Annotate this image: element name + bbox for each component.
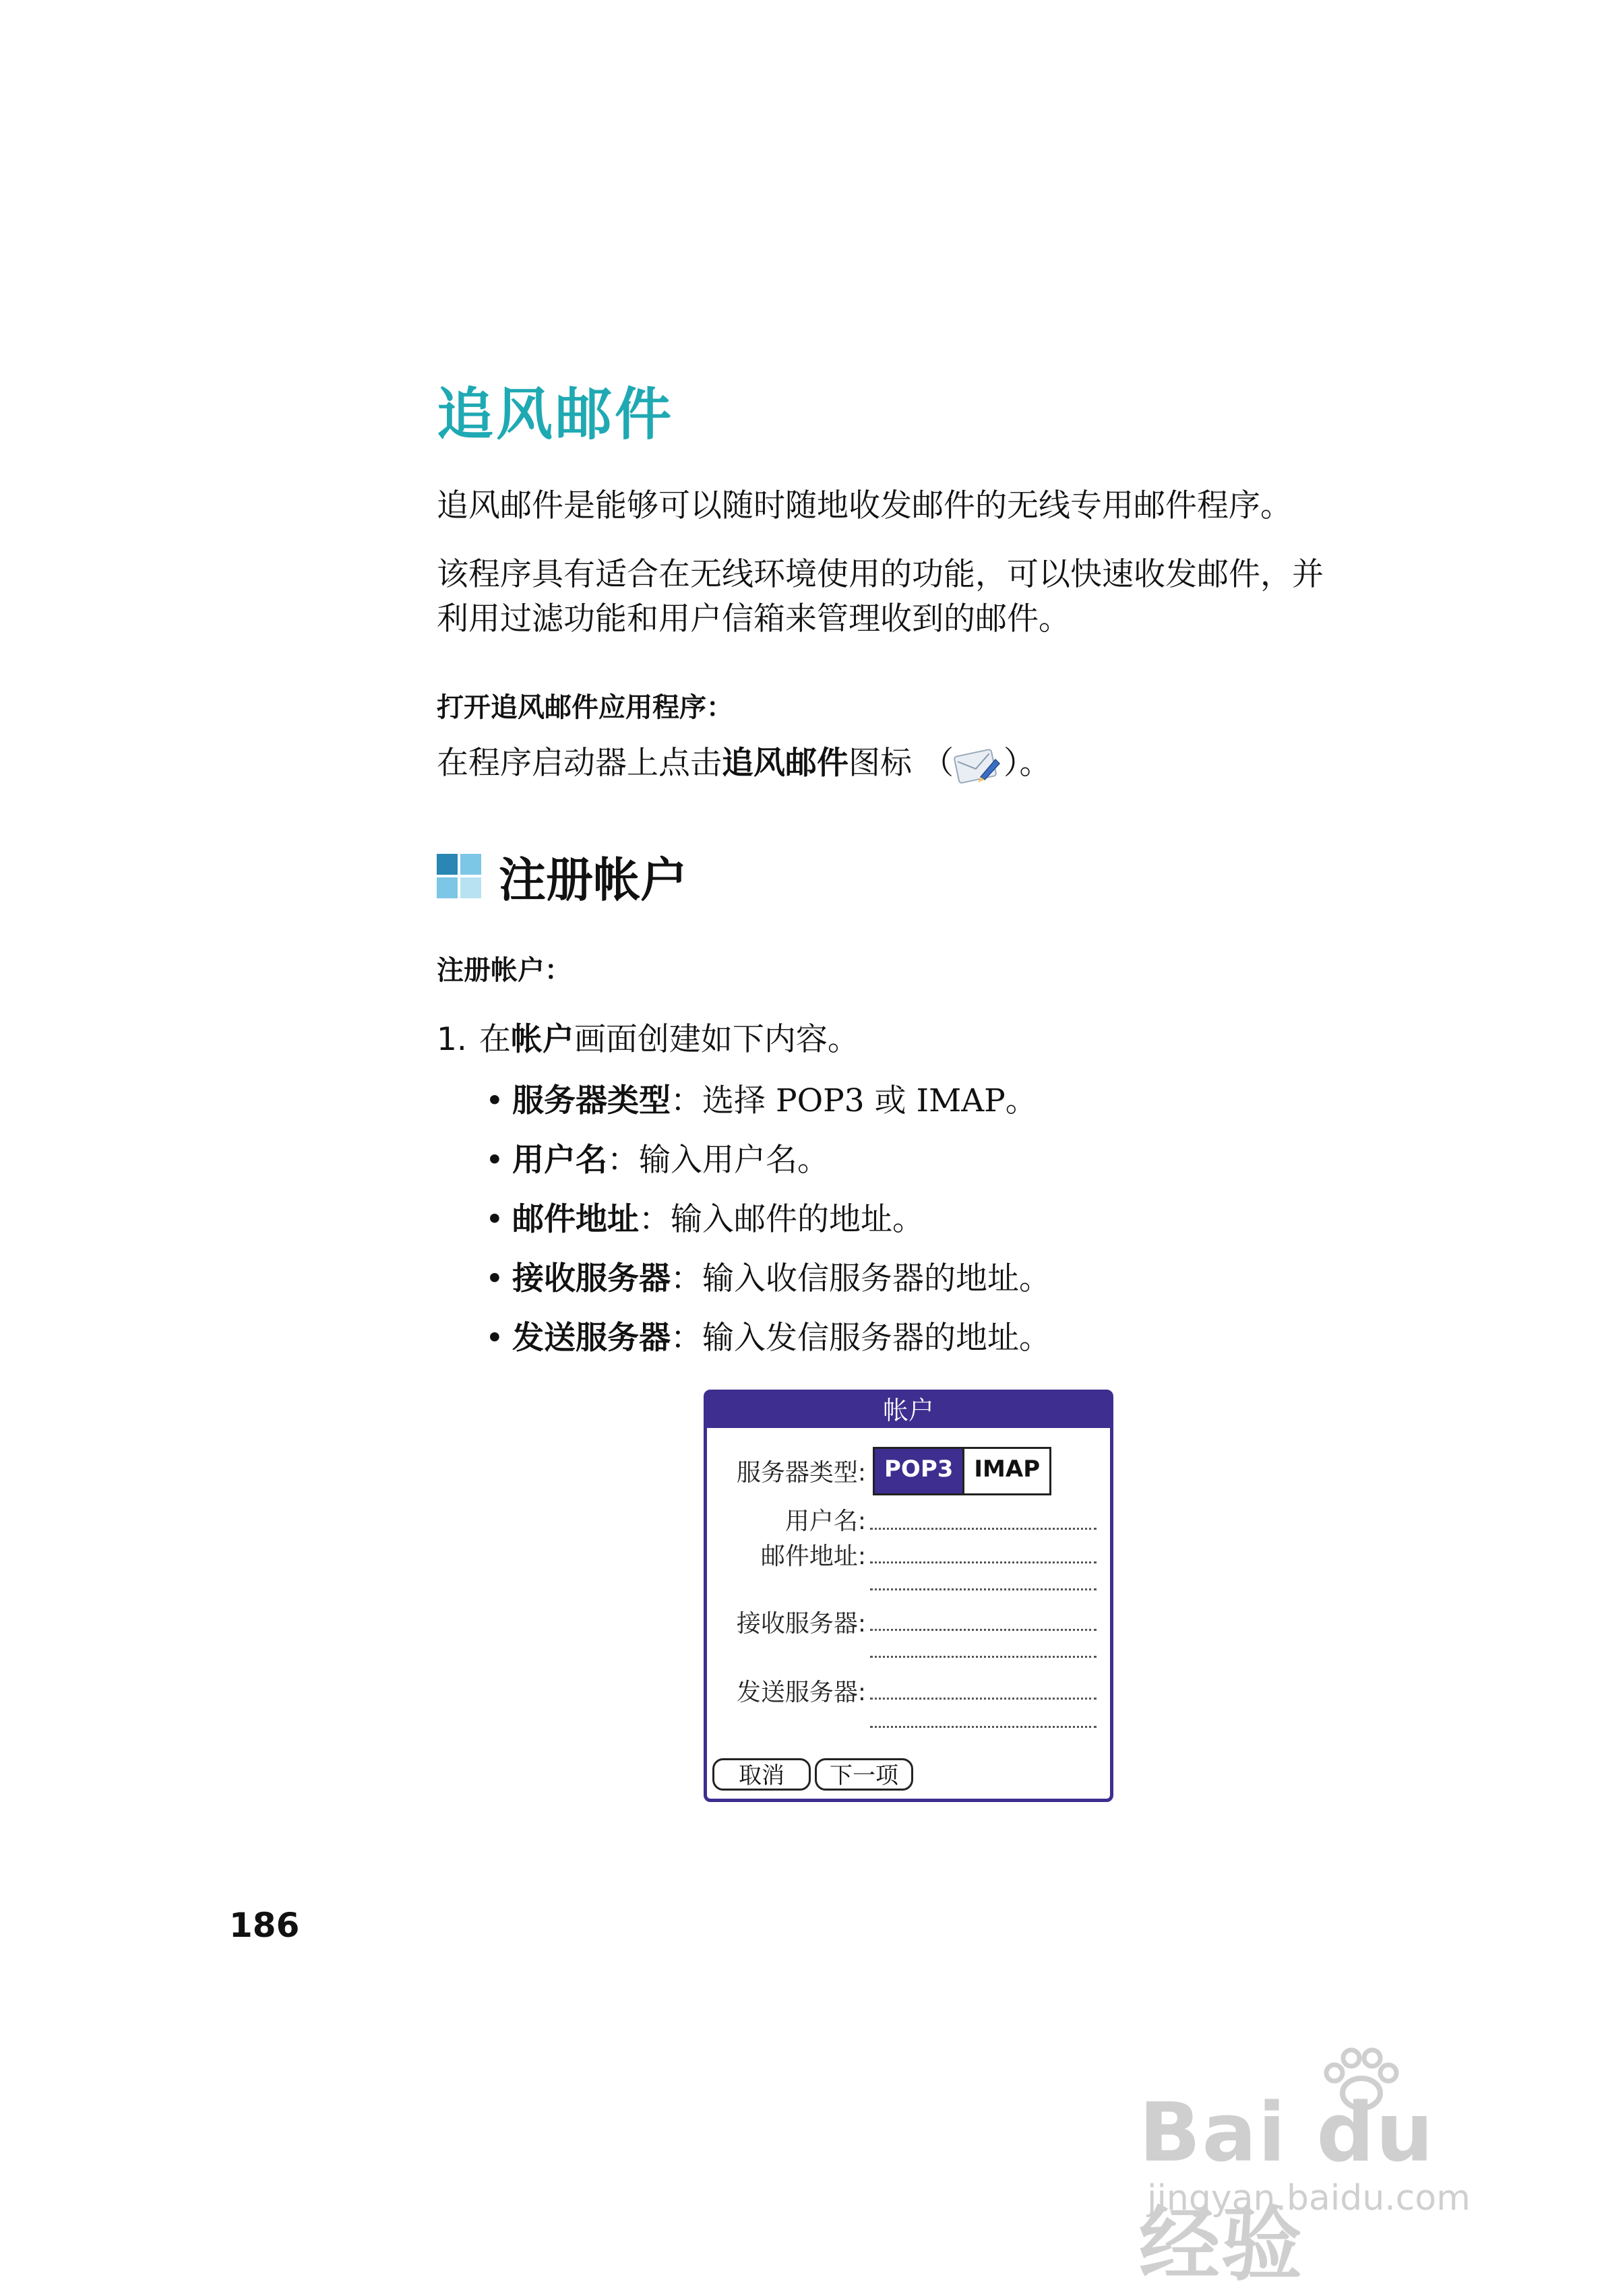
bullet-server-type: • 服务器类型：选择 POP3 或 IMAP。: [485, 1082, 1037, 1119]
bullet-label: 邮件地址: [512, 1201, 639, 1238]
bullet-label: 接收服务器: [512, 1260, 671, 1297]
bullet-text: ：输入用户名。: [607, 1142, 829, 1179]
username-input[interactable]: [870, 1528, 1097, 1530]
step-1-bold: 帐户: [510, 1021, 574, 1058]
bullet-username: • 用户名：输入用户名。: [485, 1142, 829, 1179]
outgoing-server-label: 发送服务器:: [736, 1679, 866, 1706]
intro-paragraph-2-line-1: 该程序具有适合在无线环境使用的功能，可以快速收发邮件，并: [437, 556, 1324, 593]
incoming-server-label: 接收服务器:: [736, 1610, 866, 1638]
bullet-outgoing-server: • 发送服务器：输入发信服务器的地址。: [485, 1320, 1051, 1357]
bullet-incoming-server: • 接收服务器：输入收信服务器的地址。: [485, 1260, 1051, 1297]
outgoing-server-input-line-1[interactable]: [870, 1698, 1097, 1700]
email-input-line-2[interactable]: [870, 1588, 1097, 1590]
mail-app-icon: [954, 746, 1004, 785]
cancel-button[interactable]: 取消: [712, 1758, 811, 1791]
account-screen: [704, 1390, 1113, 1802]
section-subheading: 注册帐户：: [437, 955, 572, 986]
next-button[interactable]: 下一项: [815, 1758, 913, 1791]
server-type-label: 服务器类型:: [736, 1459, 866, 1487]
bullet-label: 服务器类型: [512, 1082, 671, 1119]
bullet-label: 用户名: [512, 1142, 607, 1179]
page-title: 追风邮件: [437, 381, 675, 447]
open-app-text-after: 图标 （: [849, 745, 954, 782]
bullet-text: ：输入发信服务器的地址。: [671, 1320, 1051, 1357]
open-app-heading: 打开追风邮件应用程序：: [437, 692, 733, 723]
open-app-instruction: [437, 741, 1380, 786]
intro-paragraph-2-line-2: 利用过滤功能和用户信箱来管理收到的邮件。: [437, 600, 1070, 638]
outgoing-server-input-line-2[interactable]: [870, 1726, 1097, 1728]
step-1-text-after: 画面创建如下内容。: [574, 1021, 859, 1058]
bullet-label: 发送服务器: [512, 1320, 671, 1357]
open-app-text-end: ）。: [1003, 745, 1051, 782]
email-label: 邮件地址:: [760, 1543, 866, 1570]
bullet-text: ：输入收信服务器的地址。: [671, 1260, 1051, 1297]
open-app-text-before: 在程序启动器上点击: [437, 745, 722, 782]
watermark-logo: Bai du 经验: [1139, 2086, 1435, 2292]
section-title: 注册帐户: [499, 852, 687, 908]
watermark-url: jingyan.baidu.com: [1147, 2178, 1471, 2219]
server-type-selector[interactable]: [873, 1447, 1051, 1495]
bullet-text: ：输入邮件的地址。: [639, 1201, 924, 1238]
bullet-email-address: • 邮件地址：输入邮件的地址。: [485, 1201, 924, 1238]
imap-option[interactable]: IMAP: [962, 1449, 1049, 1493]
pop3-option[interactable]: POP3: [875, 1449, 962, 1493]
incoming-server-input-line-2[interactable]: [870, 1656, 1097, 1658]
username-label: 用户名:: [784, 1508, 866, 1535]
step-1-text-before: 在: [479, 1021, 511, 1058]
step-1: [437, 1018, 1380, 1062]
section-square-icon: [437, 854, 481, 898]
incoming-server-input-line-1[interactable]: [870, 1629, 1097, 1631]
account-screen-title: 帐户: [707, 1393, 1110, 1428]
bullet-text: ：选择 POP3 或 IMAP。: [671, 1082, 1037, 1119]
intro-paragraph-1: 追风邮件是能够可以随时随地收发邮件的无线专用邮件程序。: [437, 487, 1292, 524]
open-app-bold: 追风邮件: [722, 745, 849, 782]
email-input-line-1[interactable]: [870, 1561, 1097, 1563]
step-1-number: 1.: [437, 1021, 467, 1058]
page-number: 186: [229, 1906, 300, 1945]
baidu-watermark: [1139, 2046, 1516, 2292]
